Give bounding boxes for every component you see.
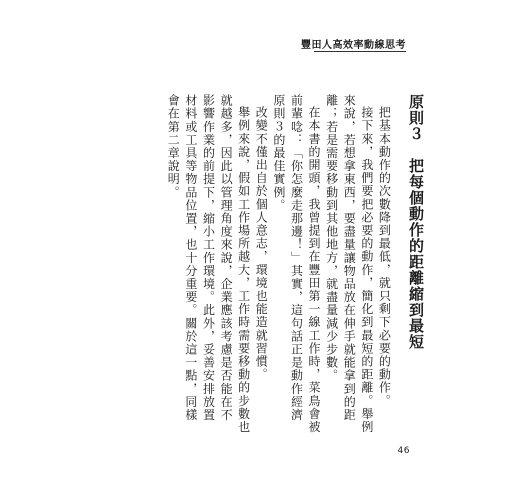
running-header: 豐田人高效率動線思考 (301, 40, 406, 51)
paragraph: 在本書的開頭，我曾提到在豐田第一線工作時，菜鳥會被前輩唸：「你怎麼走那邊！」其實，這句話正是動作經濟原則３的最佳實例。 (271, 94, 322, 434)
paragraph: 接下來，我們要把必要的動作，簡化到最短的距離。舉例來說，若想拿東西，要盡量讓物品放在伸手就能拿到的距離；若是需要移動到其他地方，就盡量減少步數。 (324, 94, 374, 434)
section-heading: 原則３ 把每個動作的距離縮到最短 (407, 94, 425, 350)
paragraph: 舉例來說，假如工作場所越大，工作時需要移動的步數也就越多，因此以管理角度來說，企業應該考慮是否能在不影響作業的前提下，縮小工作環境。此外，妥善安排放置材料或工具等物品位置，也十分重要。關於這一點，同樣會在第二章說明。 (166, 94, 251, 434)
header-divider (314, 51, 406, 52)
page-number: 46 (397, 446, 410, 456)
body-text (164, 94, 424, 434)
paragraph: 改變不僅出自於個人意志，環境也能造就習慣。 (254, 106, 269, 382)
paragraph: 把基本動作的次數降到最低，就只剩下必要的動作。 (377, 106, 392, 408)
